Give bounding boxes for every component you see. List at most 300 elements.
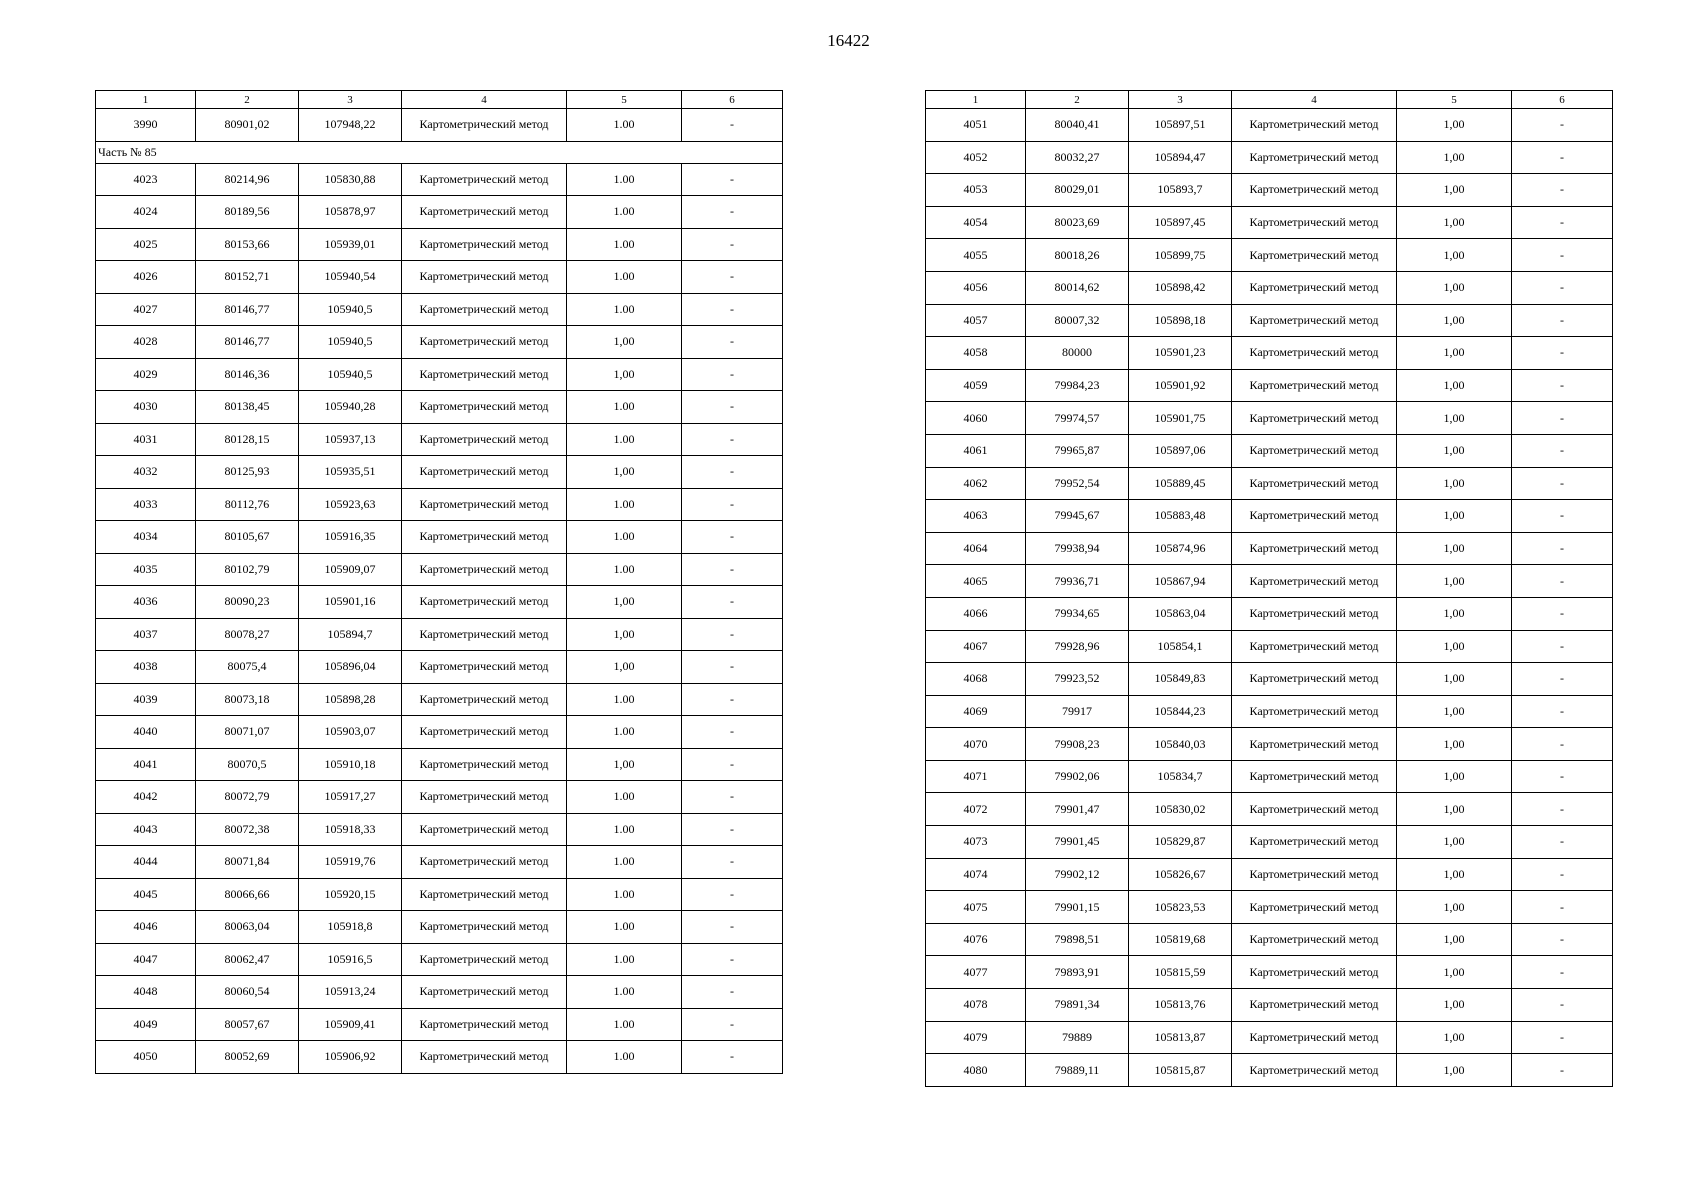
table-cell: 1.00 — [567, 683, 682, 716]
table-cell: 105940,28 — [299, 391, 402, 424]
table-row — [926, 826, 1613, 859]
coordinates-table-right — [925, 90, 1613, 1087]
table-cell: - — [1512, 1054, 1613, 1087]
table-cell: Картометрический метод — [402, 618, 567, 651]
table-cell: 80072,38 — [196, 813, 299, 846]
table-cell: 80125,93 — [196, 456, 299, 489]
table-cell: 105919,76 — [299, 846, 402, 879]
table-cell: 3990 — [96, 109, 196, 142]
table-cell: 4072 — [926, 793, 1026, 826]
table-cell: Картометрический метод — [1232, 206, 1397, 239]
table-cell: - — [1512, 141, 1613, 174]
table-cell: 4041 — [96, 748, 196, 781]
table-row — [96, 521, 783, 554]
table-row — [96, 618, 783, 651]
table-row — [96, 716, 783, 749]
table-cell: - — [1512, 500, 1613, 533]
table-cell: 105826,67 — [1129, 858, 1232, 891]
table-cell: 1.00 — [567, 911, 682, 944]
table-cell: 4057 — [926, 304, 1026, 337]
table-cell: Картометрический метод — [402, 293, 567, 326]
table-cell: Картометрический метод — [402, 943, 567, 976]
table-cell: Картометрический метод — [402, 521, 567, 554]
table-cell: 4044 — [96, 846, 196, 879]
table-cell: Картометрический метод — [1232, 500, 1397, 533]
table-cell: 4071 — [926, 760, 1026, 793]
table-cell: 105909,07 — [299, 553, 402, 586]
table-cell: Картометрический метод — [402, 846, 567, 879]
table-cell: 80072,79 — [196, 781, 299, 814]
table-row — [926, 793, 1613, 826]
table-cell: 79965,87 — [1026, 434, 1129, 467]
table-row — [96, 976, 783, 1009]
table-cell: 105940,5 — [299, 358, 402, 391]
table-cell: 80000 — [1026, 337, 1129, 370]
table-cell: 4064 — [926, 532, 1026, 565]
table-cell: - — [682, 976, 783, 1009]
table-cell: 1,00 — [567, 456, 682, 489]
table-cell: - — [682, 1041, 783, 1074]
table-cell: - — [682, 228, 783, 261]
table-cell: 80073,18 — [196, 683, 299, 716]
table-cell: 4038 — [96, 651, 196, 684]
table-row — [926, 989, 1613, 1022]
table-cell: Картометрический метод — [402, 456, 567, 489]
table-cell: 80146,77 — [196, 326, 299, 359]
table-cell: 1,00 — [1397, 565, 1512, 598]
table-cell: 4066 — [926, 597, 1026, 630]
table-cell: 1,00 — [1397, 695, 1512, 728]
table-cell: 105918,33 — [299, 813, 402, 846]
table-cell: 4055 — [926, 239, 1026, 272]
table-cell: 4070 — [926, 728, 1026, 761]
table-cell: - — [1512, 858, 1613, 891]
table-row — [926, 206, 1613, 239]
table-cell: 1,00 — [1397, 271, 1512, 304]
table-cell: 79934,65 — [1026, 597, 1129, 630]
table-cell: 105901,16 — [299, 586, 402, 619]
table-cell: Картометрический метод — [1232, 956, 1397, 989]
table-cell: 4058 — [926, 337, 1026, 370]
table-cell: 79889,11 — [1026, 1054, 1129, 1087]
part-label-row — [96, 141, 783, 163]
table-cell: 105815,87 — [1129, 1054, 1232, 1087]
table-cell: 80070,5 — [196, 748, 299, 781]
table-cell: 79974,57 — [1026, 402, 1129, 435]
table-cell: 1.00 — [567, 293, 682, 326]
table-cell: Картометрический метод — [402, 683, 567, 716]
part-label: Часть № 85 — [96, 141, 783, 163]
table-cell: 105889,45 — [1129, 467, 1232, 500]
table-cell: 80029,01 — [1026, 174, 1129, 207]
header-row — [926, 91, 1613, 109]
table-cell: 80075,4 — [196, 651, 299, 684]
table-cell: 4079 — [926, 1021, 1026, 1054]
table-cell: 1,00 — [1397, 826, 1512, 859]
table-cell: 1,00 — [567, 326, 682, 359]
table-row — [926, 695, 1613, 728]
table-cell: Картометрический метод — [1232, 695, 1397, 728]
table-cell: 1.00 — [567, 553, 682, 586]
table-cell: - — [1512, 239, 1613, 272]
column-header-4: 4 — [1232, 91, 1397, 109]
table-cell: Картометрический метод — [1232, 532, 1397, 565]
table-cell: 4048 — [96, 976, 196, 1009]
table-cell: 1,00 — [1397, 500, 1512, 533]
table-cell: 105897,06 — [1129, 434, 1232, 467]
table-cell: 80214,96 — [196, 163, 299, 196]
table-cell: Картометрический метод — [402, 326, 567, 359]
column-header-2: 2 — [1026, 91, 1129, 109]
table-cell: Картометрический метод — [1232, 239, 1397, 272]
table-cell: Картометрический метод — [1232, 141, 1397, 174]
table-cell: 80153,66 — [196, 228, 299, 261]
table-cell: Картометрический метод — [402, 163, 567, 196]
table-cell: 105829,87 — [1129, 826, 1232, 859]
table-cell: 105923,63 — [299, 488, 402, 521]
table-cell: 1,00 — [567, 651, 682, 684]
table-cell: 1,00 — [1397, 369, 1512, 402]
table-cell: 79902,12 — [1026, 858, 1129, 891]
table-cell: 1,00 — [1397, 891, 1512, 924]
table-row — [96, 586, 783, 619]
table-cell: 4074 — [926, 858, 1026, 891]
table-cell: 4023 — [96, 163, 196, 196]
table-cell: - — [682, 488, 783, 521]
table-cell: - — [682, 878, 783, 911]
table-row — [96, 748, 783, 781]
table-cell: 4056 — [926, 271, 1026, 304]
table-cell: 80189,56 — [196, 196, 299, 229]
table-cell: 80105,67 — [196, 521, 299, 554]
table-cell: 79923,52 — [1026, 663, 1129, 696]
table-cell: Картометрический метод — [402, 423, 567, 456]
table-cell: - — [1512, 174, 1613, 207]
table-cell: 1,00 — [1397, 760, 1512, 793]
table-cell: 80066,66 — [196, 878, 299, 911]
column-header-6: 6 — [682, 91, 783, 109]
coordinates-table-left — [95, 90, 783, 1074]
table-cell: 4045 — [96, 878, 196, 911]
table-cell: 4027 — [96, 293, 196, 326]
table-cell: 1,00 — [1397, 956, 1512, 989]
table-row — [926, 500, 1613, 533]
table-cell: - — [682, 456, 783, 489]
table-cell: - — [1512, 891, 1613, 924]
table-cell: - — [682, 391, 783, 424]
table-cell: 105844,23 — [1129, 695, 1232, 728]
column-header-6: 6 — [1512, 91, 1613, 109]
table-cell: 105823,53 — [1129, 891, 1232, 924]
table-cell: 105854,1 — [1129, 630, 1232, 663]
table-row — [96, 423, 783, 456]
table-cell: - — [682, 618, 783, 651]
table-cell: Картометрический метод — [402, 1041, 567, 1074]
table-cell: 4037 — [96, 618, 196, 651]
table-row — [926, 858, 1613, 891]
table-cell: 105834,7 — [1129, 760, 1232, 793]
table-cell: - — [682, 748, 783, 781]
table-cell: 105939,01 — [299, 228, 402, 261]
table-cell: 4062 — [926, 467, 1026, 500]
table-cell: 1.00 — [567, 391, 682, 424]
table-cell: 80032,27 — [1026, 141, 1129, 174]
table-row — [926, 728, 1613, 761]
table-cell: 4059 — [926, 369, 1026, 402]
table-cell: Картометрический метод — [402, 813, 567, 846]
table-cell: 4077 — [926, 956, 1026, 989]
table-cell: 105899,75 — [1129, 239, 1232, 272]
table-row — [96, 326, 783, 359]
column-header-5: 5 — [567, 91, 682, 109]
table-row — [926, 337, 1613, 370]
table-cell: 105897,45 — [1129, 206, 1232, 239]
table-cell: 1.00 — [567, 813, 682, 846]
table-cell: 105940,54 — [299, 261, 402, 294]
table-cell: - — [682, 943, 783, 976]
table-cell: 1,00 — [1397, 304, 1512, 337]
table-cell: 105897,51 — [1129, 109, 1232, 142]
table-cell: 1,00 — [1397, 402, 1512, 435]
table-row — [926, 597, 1613, 630]
table-cell: 80152,71 — [196, 261, 299, 294]
table-cell: - — [682, 553, 783, 586]
table-cell: 105874,96 — [1129, 532, 1232, 565]
table-cell: - — [1512, 434, 1613, 467]
table-cell: Картометрический метод — [1232, 467, 1397, 500]
table-cell: 1,00 — [1397, 434, 1512, 467]
table-cell: - — [682, 781, 783, 814]
table-cell: 4030 — [96, 391, 196, 424]
table-cell: Картометрический метод — [402, 911, 567, 944]
table-cell: 79938,94 — [1026, 532, 1129, 565]
table-row — [96, 911, 783, 944]
table-cell: Картометрический метод — [402, 488, 567, 521]
table-cell: 105863,04 — [1129, 597, 1232, 630]
column-header-3: 3 — [299, 91, 402, 109]
table-cell: 4025 — [96, 228, 196, 261]
table-cell: 4053 — [926, 174, 1026, 207]
column-header-3: 3 — [1129, 91, 1232, 109]
table-cell: - — [682, 326, 783, 359]
table-cell: - — [682, 196, 783, 229]
table-cell: 4068 — [926, 663, 1026, 696]
table-cell: Картометрический метод — [1232, 434, 1397, 467]
table-cell: - — [1512, 695, 1613, 728]
table-cell: - — [682, 1008, 783, 1041]
table-cell: 105940,5 — [299, 326, 402, 359]
table-cell: 105883,48 — [1129, 500, 1232, 533]
table-row — [96, 813, 783, 846]
table-cell: 105815,59 — [1129, 956, 1232, 989]
table-cell: Картометрический метод — [1232, 369, 1397, 402]
table-cell: 79901,15 — [1026, 891, 1129, 924]
table-cell: 1.00 — [567, 261, 682, 294]
table-cell: 105813,87 — [1129, 1021, 1232, 1054]
table-row — [926, 663, 1613, 696]
table-cell: 105910,18 — [299, 748, 402, 781]
table-row — [926, 369, 1613, 402]
table-cell: 80138,45 — [196, 391, 299, 424]
table-cell: 80112,76 — [196, 488, 299, 521]
table-cell: - — [1512, 793, 1613, 826]
table-cell: Картометрический метод — [1232, 402, 1397, 435]
table-cell: 105830,02 — [1129, 793, 1232, 826]
table-row — [926, 141, 1613, 174]
table-row — [96, 943, 783, 976]
table-row — [96, 293, 783, 326]
table-cell: 107948,22 — [299, 109, 402, 142]
table-row — [96, 878, 783, 911]
table-cell: 105920,15 — [299, 878, 402, 911]
table-cell: 1,00 — [1397, 141, 1512, 174]
table-cell: Картометрический метод — [1232, 663, 1397, 696]
table-cell: 4039 — [96, 683, 196, 716]
table-cell: 4075 — [926, 891, 1026, 924]
table-row — [96, 1008, 783, 1041]
table-row — [926, 304, 1613, 337]
table-cell: 4067 — [926, 630, 1026, 663]
table-cell: Картометрический метод — [1232, 271, 1397, 304]
table-cell: 4033 — [96, 488, 196, 521]
table-cell: Картометрический метод — [1232, 597, 1397, 630]
table-cell: 105849,83 — [1129, 663, 1232, 696]
table-cell: - — [682, 109, 783, 142]
table-cell: 1.00 — [567, 196, 682, 229]
table-cell: 4080 — [926, 1054, 1026, 1087]
table-cell: 1.00 — [567, 846, 682, 879]
table-row — [926, 271, 1613, 304]
table-cell: 79917 — [1026, 695, 1129, 728]
table-cell: 4035 — [96, 553, 196, 586]
table-cell: 4061 — [926, 434, 1026, 467]
table-cell: 4078 — [926, 989, 1026, 1022]
table-cell: Картометрический метод — [1232, 1054, 1397, 1087]
table-cell: 105898,18 — [1129, 304, 1232, 337]
table-cell: - — [1512, 369, 1613, 402]
table-row — [96, 228, 783, 261]
table-cell: 1,00 — [1397, 1054, 1512, 1087]
table-cell: - — [1512, 337, 1613, 370]
table-cell: 79945,67 — [1026, 500, 1129, 533]
table-cell: 4060 — [926, 402, 1026, 435]
table-cell: 1,00 — [1397, 1021, 1512, 1054]
table-cell: - — [682, 293, 783, 326]
table-cell: 4063 — [926, 500, 1026, 533]
table-cell: 4049 — [96, 1008, 196, 1041]
table-cell: - — [1512, 1021, 1613, 1054]
table-cell: Картометрический метод — [402, 586, 567, 619]
table-row — [926, 402, 1613, 435]
table-row — [926, 760, 1613, 793]
table-cell: - — [1512, 532, 1613, 565]
table-cell: 80007,32 — [1026, 304, 1129, 337]
table-cell: 4051 — [926, 109, 1026, 142]
table-cell: 4026 — [96, 261, 196, 294]
table-cell: 1,00 — [1397, 858, 1512, 891]
table-cell: 105903,07 — [299, 716, 402, 749]
table-cell: 105898,28 — [299, 683, 402, 716]
table-cell: 80071,84 — [196, 846, 299, 879]
table-cell: 105894,7 — [299, 618, 402, 651]
table-cell: 80063,04 — [196, 911, 299, 944]
table-cell: 80071,07 — [196, 716, 299, 749]
table-cell: 4031 — [96, 423, 196, 456]
table-cell: - — [1512, 402, 1613, 435]
table-cell: 4047 — [96, 943, 196, 976]
table-row — [96, 846, 783, 879]
table-cell: 4029 — [96, 358, 196, 391]
table-cell: 79936,71 — [1026, 565, 1129, 598]
table-cell: 1.00 — [567, 878, 682, 911]
table-cell: Картометрический метод — [1232, 174, 1397, 207]
table-cell: 1.00 — [567, 423, 682, 456]
table-cell: 105901,92 — [1129, 369, 1232, 402]
table-cell: 1,00 — [1397, 597, 1512, 630]
table-cell: 4040 — [96, 716, 196, 749]
table-row — [96, 488, 783, 521]
table-row — [926, 109, 1613, 142]
table-cell: Картометрический метод — [402, 553, 567, 586]
table-cell: 105909,41 — [299, 1008, 402, 1041]
table-cell: - — [1512, 206, 1613, 239]
table-cell: 80023,69 — [1026, 206, 1129, 239]
table-cell: Картометрический метод — [1232, 630, 1397, 663]
table-cell: - — [682, 716, 783, 749]
table-cell: Картометрический метод — [1232, 923, 1397, 956]
table-cell: - — [682, 261, 783, 294]
table-cell: 4069 — [926, 695, 1026, 728]
table-cell: 80040,41 — [1026, 109, 1129, 142]
table-cell: 4042 — [96, 781, 196, 814]
table-cell: 105916,5 — [299, 943, 402, 976]
table-cell: 105894,47 — [1129, 141, 1232, 174]
table-cell: - — [682, 358, 783, 391]
table-cell: 79893,91 — [1026, 956, 1129, 989]
table-cell: 105917,27 — [299, 781, 402, 814]
column-header-2: 2 — [196, 91, 299, 109]
table-row — [96, 261, 783, 294]
table-cell: 4036 — [96, 586, 196, 619]
table-cell: 1,00 — [1397, 923, 1512, 956]
table-row — [926, 174, 1613, 207]
table-cell: Картометрический метод — [402, 261, 567, 294]
table-cell: Картометрический метод — [402, 651, 567, 684]
table-cell: 1,00 — [1397, 532, 1512, 565]
table-cell: 79902,06 — [1026, 760, 1129, 793]
table-row — [926, 434, 1613, 467]
table-cell: 1.00 — [567, 228, 682, 261]
table-cell: 1,00 — [1397, 630, 1512, 663]
table-cell: Картометрический метод — [402, 748, 567, 781]
table-cell: Картометрический метод — [1232, 109, 1397, 142]
table-cell: 80146,77 — [196, 293, 299, 326]
table-cell: 80052,69 — [196, 1041, 299, 1074]
table-cell: 79952,54 — [1026, 467, 1129, 500]
table-cell: Картометрический метод — [402, 196, 567, 229]
table-cell: Картометрический метод — [1232, 826, 1397, 859]
table-row — [96, 163, 783, 196]
table-cell: 4046 — [96, 911, 196, 944]
table-row — [926, 1054, 1613, 1087]
table-cell: - — [1512, 728, 1613, 761]
table-cell: 1,00 — [1397, 663, 1512, 696]
table-cell: Картометрический метод — [1232, 1021, 1397, 1054]
table-cell: Картометрический метод — [402, 878, 567, 911]
table-cell: 1,00 — [1397, 239, 1512, 272]
table-cell: 4034 — [96, 521, 196, 554]
table-cell: 4032 — [96, 456, 196, 489]
